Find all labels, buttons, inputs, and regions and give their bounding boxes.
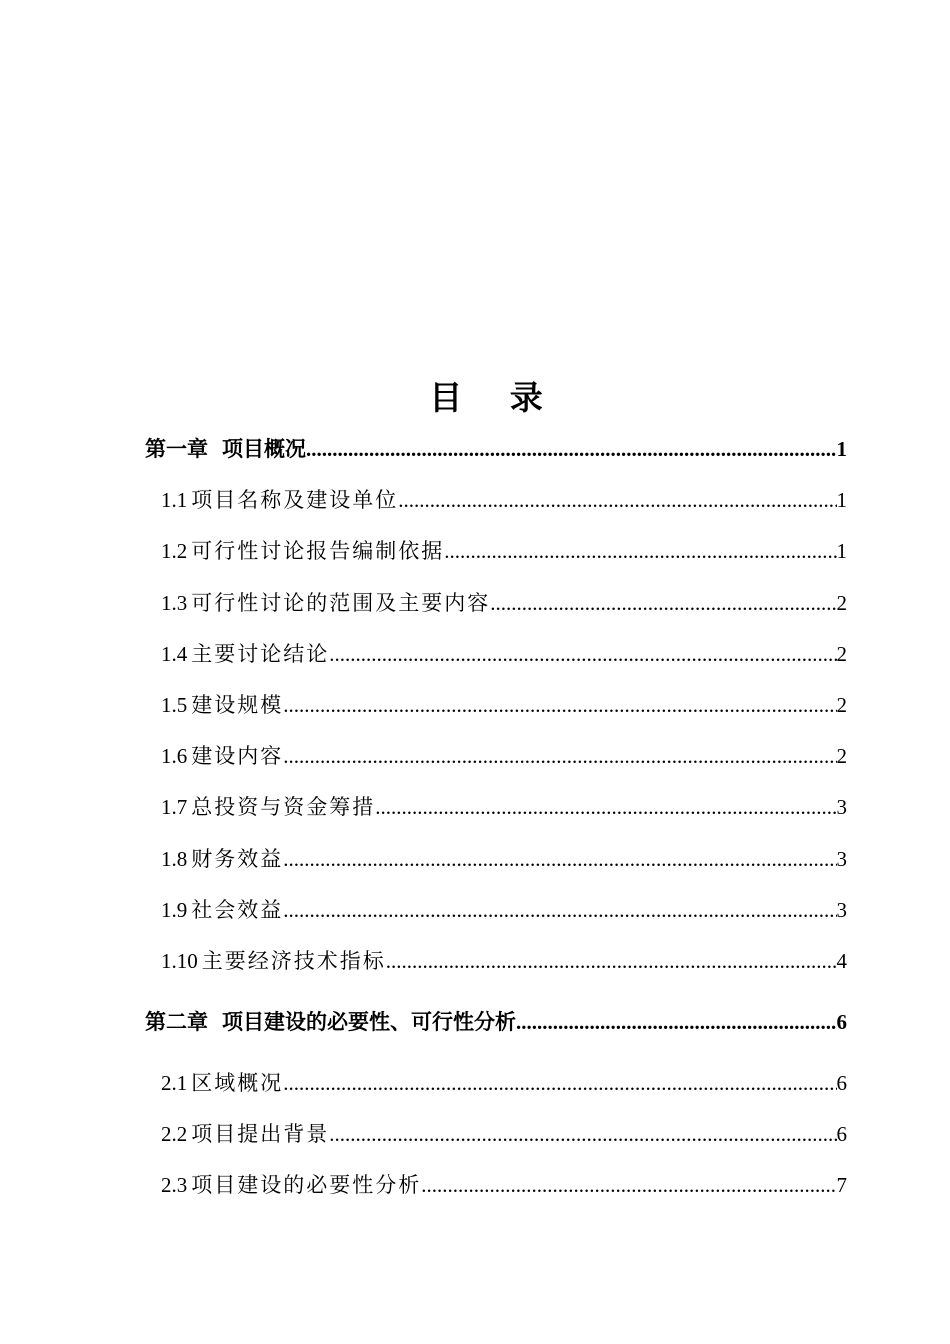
toc-entry-2-2[interactable] (161, 1117, 847, 1151)
toc-leader-dots (283, 842, 836, 876)
toc-entry-number: 1.10 (161, 949, 198, 973)
toc-entry-2-3[interactable] (161, 1168, 847, 1202)
toc-entry-number: 2.3 (161, 1173, 188, 1197)
toc-entry-page: 4 (836, 949, 847, 973)
toc-entry-1-9[interactable] (161, 893, 847, 927)
toc-entry-page: 3 (836, 898, 847, 922)
toc-entry-chapter-2[interactable] (145, 1005, 847, 1039)
toc-entry-title: 项目提出背景 (191, 1122, 330, 1146)
toc-entry-page: 2 (836, 744, 847, 768)
toc-entry-title: 项目概况 (222, 437, 306, 461)
toc-entry-1-8[interactable] (161, 842, 847, 876)
toc-leader-dots (306, 432, 837, 466)
toc-leader-dots (329, 1117, 836, 1151)
toc-entry-number: 第二章 (145, 1010, 208, 1034)
toc-entry-number: 1.9 (161, 898, 188, 922)
toc-entry-2-1[interactable] (161, 1066, 847, 1100)
toc-entry-1-10[interactable] (161, 944, 847, 978)
toc-entry-label (161, 1117, 329, 1151)
toc-entry-page: 2 (836, 693, 847, 717)
toc-leader-dots (398, 483, 836, 517)
toc-entry-number: 1.2 (161, 539, 188, 563)
toc-entry-chapter-1[interactable] (145, 432, 847, 466)
toc-entry-number: 1.4 (161, 642, 188, 666)
toc-entry-label (145, 1005, 516, 1039)
toc-leader-dots (375, 790, 836, 824)
toc-entry-number: 第一章 (145, 437, 208, 461)
toc-entry-number: 1.7 (161, 795, 188, 819)
toc-leader-dots (444, 534, 836, 568)
toc-entry-page: 3 (836, 847, 847, 871)
toc-leader-dots (283, 1066, 836, 1100)
toc-entry-page: 3 (836, 795, 847, 819)
toc-entry-title: 建设规模 (191, 693, 284, 717)
toc-entry-1-1[interactable] (161, 483, 847, 517)
toc-entry-page: 7 (836, 1173, 847, 1197)
toc-entry-title: 建设内容 (191, 744, 284, 768)
toc-entry-title: 项目建设的必要性分析 (191, 1173, 422, 1197)
toc-entry-label (161, 893, 283, 927)
toc-entry-label (145, 432, 306, 466)
toc-entry-title: 项目名称及建设单位 (191, 488, 399, 512)
toc-leader-dots (516, 1005, 837, 1039)
toc-entry-title: 主要讨论结论 (191, 642, 330, 666)
toc-entry-title: 可行性讨论的范围及主要内容 (191, 591, 491, 615)
toc-entry-page: 6 (836, 1071, 847, 1095)
toc-entry-number: 1.5 (161, 693, 188, 717)
toc-entry-1-3[interactable] (161, 586, 847, 620)
toc-entry-page: 1 (836, 437, 847, 461)
toc-entry-label (161, 688, 283, 722)
toc-entry-1-4[interactable] (161, 637, 847, 671)
toc-entry-page: 2 (836, 591, 847, 615)
toc-leader-dots (490, 586, 836, 620)
toc-entry-label (161, 637, 329, 671)
toc-entry-label (161, 739, 283, 773)
toc-entry-title: 可行性讨论报告编制依据 (191, 539, 445, 563)
toc-entry-title: 社会效益 (191, 898, 284, 922)
toc-entry-label (161, 842, 283, 876)
toc-entry-label (161, 944, 386, 978)
toc-leader-dots (283, 893, 836, 927)
toc-entry-label (161, 483, 398, 517)
toc-leader-dots (283, 739, 836, 773)
toc-title: 目 录 (429, 378, 561, 417)
toc-entry-number: 1.3 (161, 591, 188, 615)
toc-entry-page: 2 (836, 642, 847, 666)
toc-entry-page: 1 (836, 488, 847, 512)
toc-leader-dots (329, 637, 836, 671)
toc-entry-title: 区域概况 (191, 1071, 284, 1095)
toc-entry-label (161, 586, 490, 620)
toc-entry-1-7[interactable] (161, 790, 847, 824)
toc-entry-label (161, 1168, 421, 1202)
toc-entry-1-5[interactable] (161, 688, 847, 722)
toc-entry-number: 1.8 (161, 847, 188, 871)
toc-leader-dots (421, 1168, 836, 1202)
toc-entry-title: 主要经济技术指标 (201, 949, 386, 973)
toc-entry-title: 项目建设的必要性、可行性分析 (222, 1010, 516, 1034)
toc-entry-title: 财务效益 (191, 847, 284, 871)
toc-entry-page: 1 (836, 539, 847, 563)
toc-entry-page: 6 (836, 1010, 847, 1034)
toc-entry-1-6[interactable] (161, 739, 847, 773)
toc-entry-label (161, 1066, 283, 1100)
toc-entry-1-2[interactable] (161, 534, 847, 568)
toc-entry-number: 2.2 (161, 1122, 188, 1146)
toc-entry-label (161, 790, 375, 824)
toc-leader-dots (386, 944, 837, 978)
toc-entry-number: 2.1 (161, 1071, 188, 1095)
toc-entry-page: 6 (836, 1122, 847, 1146)
toc-leader-dots (283, 688, 836, 722)
toc-entry-label (161, 534, 444, 568)
toc-entry-number: 1.1 (161, 488, 188, 512)
toc-entry-number: 1.6 (161, 744, 188, 768)
toc-entry-title: 总投资与资金筹措 (191, 795, 376, 819)
